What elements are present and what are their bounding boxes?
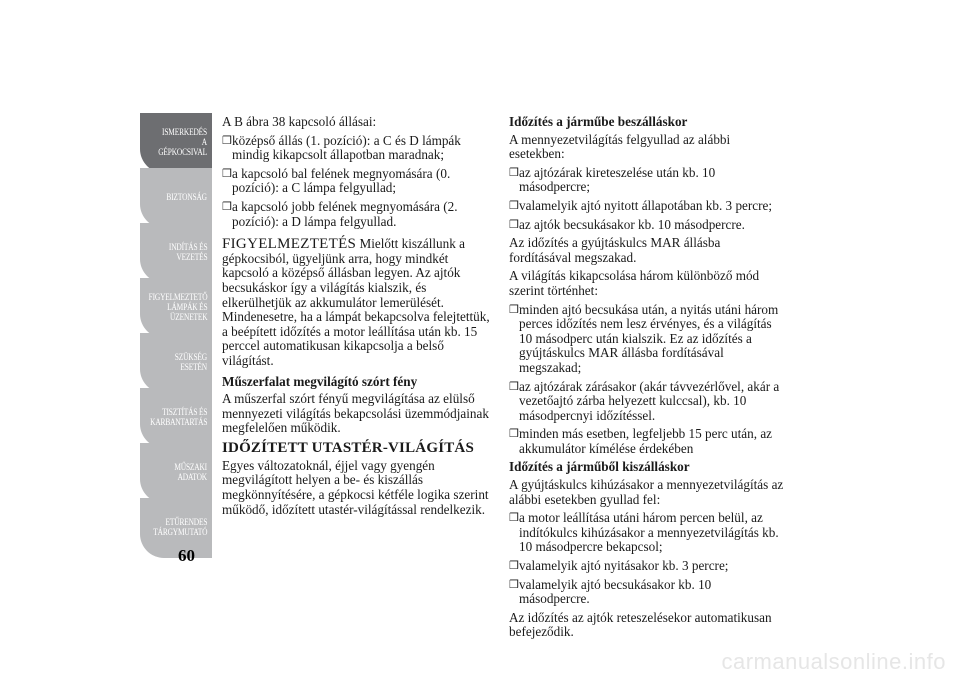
warning-paragraph [222,237,497,368]
list-item [509,199,784,214]
list-item-text: középső állás (1. pozíció): a C és D lámpák mindig kikapcsolt állapotban maradnak; [232,132,461,163]
list-item [509,303,784,376]
list-item-text: az ajtók becsukásakor kb. 10 másodpercre. [519,216,745,232]
list-item-text: a kapcsoló jobb felének megnyomására (2. pozíció): a D lámpa felgyullad. [232,198,458,229]
tab-targymutato[interactable] [140,498,212,558]
checkbox-bullet-icon: ❒ [222,134,232,147]
section-heading: Időzítés a járműből kiszálláskor [509,459,690,475]
list-item [222,134,497,163]
checkbox-bullet-icon: ❒ [509,166,519,179]
tab-label: INDÍTÁS ÉS VEZETÉS [168,243,207,263]
paragraph: A gyújtáskulcs kihúzásakor a mennyezetvilágítás az alábbi esetekben gyullad fel: [509,477,784,507]
tab-label: TISZTÍTÁS ÉS KARBANTARTÁS [149,408,207,428]
list-item [222,167,497,196]
tab-szukseg[interactable] [140,333,212,393]
left-column [222,115,497,521]
list-item-text: a kapcsoló bal felének megnyomására (0. pozíció): a C lámpa felgyullad; [232,165,451,196]
section-heading-caps: IDŐZÍTETT UTASTÉR-VILÁGÍTÁS [222,439,475,456]
paragraph: Egyes változatoknál, éjjel vagy gyengén megvilágított helyen a be- és kiszállás megkönnyítésére, a gépkocsi kétféle logika szerint működő, időzített utastér-világítással rendelkezik. [222,457,489,517]
list-item [509,559,784,574]
tab-ismerkedes[interactable] [140,113,212,173]
watermark: carmanualsonline.info [721,649,946,674]
tab-figyelmezteto[interactable] [140,278,212,338]
section-heading: Műszerfalat megvilágító szórt fény [222,373,418,389]
list-item-text: az ajtózárak zárásakor (akár távvezérlővel, akár a vezetőajtó zárba helyezett kulccsal), kb. 10 másodpercnyi időzítéssel. [519,378,780,423]
list-item [509,218,784,233]
paragraph: Az időzítés az ajtók reteszelésekor automatikusan befejeződik. [509,609,772,640]
checkbox-bullet-icon: ❒ [222,200,232,213]
list-item [509,511,784,555]
checkbox-bullet-icon: ❒ [509,512,519,525]
list-item [509,578,784,607]
tab-label: BIZTONSÁG [166,193,207,203]
paragraph: A műszerfal szórt fényű megvilágítása az elülső mennyezeti világítás bekapcsolási üzemmódjainak megfelelően működik. [222,391,489,436]
checkbox-bullet-icon: ❒ [509,560,519,573]
page-number: 60 [178,546,195,565]
tab-label: MŰSZAKI ADATOK [174,463,207,483]
list-item-text: minden más esetben, legfeljebb 15 perc után, az akkumulátor kímélése érdekében [519,426,773,456]
checkbox-bullet-icon: ❒ [509,578,519,591]
tab-tisztitas[interactable] [140,388,212,448]
warning-text: Mielőtt kiszállunk a gépkocsiból, ügyeljünk arra, hogy mindkét kapcsoló a középső állásban legyen. Az ajtók becsukáskor így a világítás kialszik, és elkerülhetjük az akkumulátor lemerülését. Mindenesetre, ha a lámpát bekapcsolva felejtettük, a beépített időzítés a motor leállítása után kb. 15 perccel automatikusan kikapcsolja a belső világítást. [222,236,490,368]
tab-inditas[interactable] [140,223,212,283]
list-item-text: valamelyik ajtó nyitásakor kb. 3 percre; [519,558,729,574]
paragraph: Az időzítés a gyújtáskulcs MAR állásba fordításával megszakad. [509,235,721,265]
list-item-text: az ajtózárak kireteszelése után kb. 10 másodpercre; [519,164,716,195]
tab-muszaki[interactable] [140,443,212,503]
list-item-text: minden ajtó becsukása után, a nyitás utáni három perces időzítés nem lesz érvényes, és a világítás 10 másodperc után kialszik. Ez az időzítés a gyújtáskulcs MAR állásba fordításával megszakad; [519,301,779,375]
checkbox-bullet-icon: ❒ [509,303,519,316]
list-item-text: valamelyik ajtó nyitott állapotában kb. 3 percre; [519,197,773,213]
paragraph: A világítás kikapcsolása három különböző mód szerint történhet: [509,268,760,298]
checkbox-bullet-icon: ❒ [222,167,232,180]
list-item-text: a motor leállítása utáni három percen belül, az indítókulcs kihúzásakor a mennyezetvilágítás kb. 10 másodpercre bekapcsol; [519,510,779,555]
checkbox-bullet-icon: ❒ [509,428,519,441]
tab-label: SZÜKSÉG ESETÉN [174,353,207,373]
warning-label: FIGYELMEZTETÉS [222,236,357,253]
list-item [509,427,784,456]
tab-label: ETŰRENDES TÁRGYMUTATÓ [152,518,207,538]
checkbox-bullet-icon: ❒ [509,380,519,393]
section-heading: Időzítés a járműbe beszálláskor [509,114,688,129]
list-item [509,166,784,195]
tab-label: ISMERKEDÉS A GÉPKOCSIVAL [158,128,207,158]
intro-text: A B ábra 38 kapcsoló állásai: [222,114,377,129]
tab-label: FIGYELMEZTETŐ LÁMPÁK ÉS ÜZENETEK [148,293,207,323]
list-item [222,200,497,229]
right-column [509,115,784,644]
checkbox-bullet-icon: ❒ [509,199,519,212]
list-item [509,380,784,424]
checkbox-bullet-icon: ❒ [509,218,519,231]
tab-biztonsag[interactable] [140,168,212,228]
list-item-text: valamelyik ajtó becsukásakor kb. 10 másodpercre. [519,576,712,607]
paragraph: A mennyezetvilágítás felgyullad az alábbi esetekben: [509,131,731,162]
chapter-sidebar [140,113,212,543]
